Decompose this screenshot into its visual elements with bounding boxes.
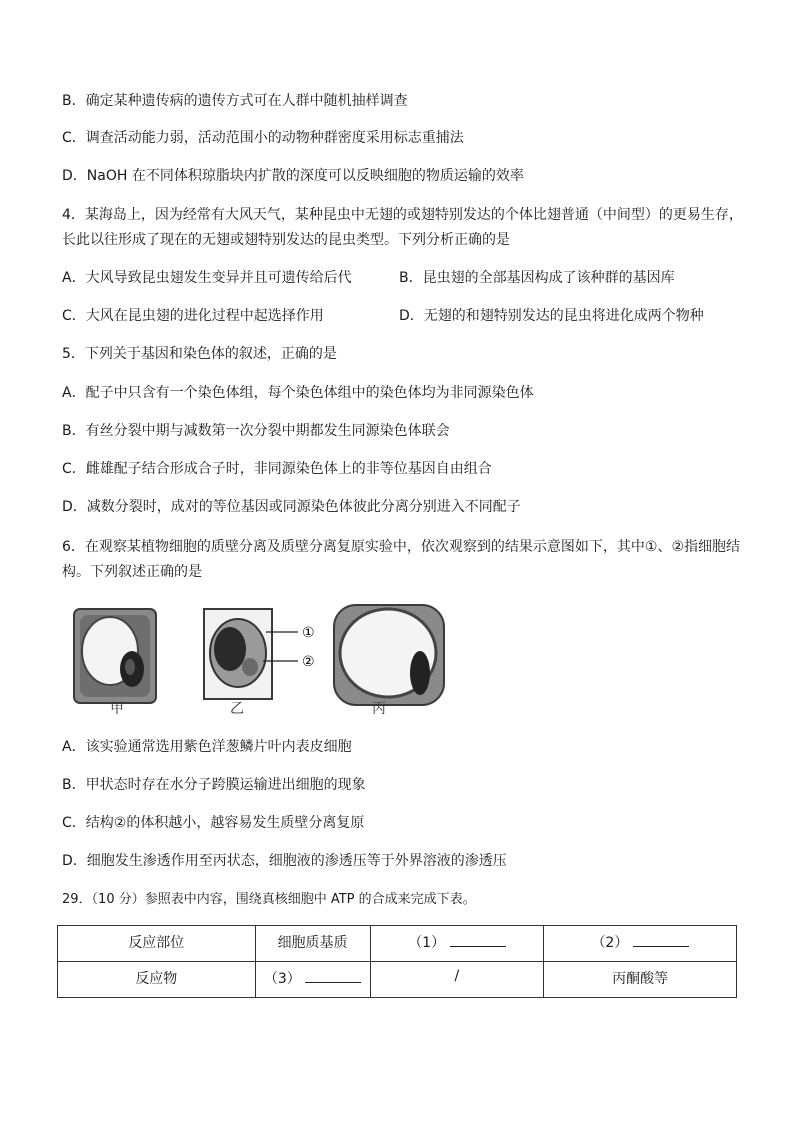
q4-stem-line1: 4．某海岛上，因为经常有大风天气，某种昆虫中无翅的或翅特别发达的个体比翅普通（中间型）的更易生存， bbox=[62, 207, 743, 223]
table-cell: 细胞质基质 bbox=[255, 926, 370, 962]
q4-option-a: A．大风导致昆虫翅发生变异并且可遗传给后代 bbox=[62, 270, 352, 286]
cell-bing bbox=[334, 605, 444, 705]
q6-stem-line2: 构。下列叙述正确的是 bbox=[62, 564, 202, 580]
table-row bbox=[58, 962, 737, 998]
table-row bbox=[58, 926, 737, 962]
q4-option-c: C．大风在昆虫翅的进化过程中起选择作用 bbox=[62, 308, 324, 324]
cell-jia bbox=[74, 609, 156, 703]
label-2: ② bbox=[302, 654, 315, 670]
table-cell: （2） bbox=[544, 926, 737, 962]
atp-table bbox=[57, 925, 737, 998]
label-1: ① bbox=[302, 625, 315, 641]
caption-bing: 丙 bbox=[372, 701, 386, 717]
table-cell: 反应部位 bbox=[58, 926, 256, 962]
q6-option-d: D．细胞发生渗透作用至丙状态，细胞液的渗透压等于外界溶液的渗透压 bbox=[62, 853, 507, 869]
caption-yi: 乙 bbox=[230, 701, 244, 717]
cell-diagrams bbox=[70, 603, 450, 721]
q4-option-d: D．无翅的和翅特别发达的昆虫将进化成两个物种 bbox=[399, 308, 704, 324]
q4-option-b: B．昆虫翅的全部基因构成了该种群的基因库 bbox=[399, 270, 675, 286]
answer-blank-2[interactable] bbox=[633, 932, 689, 947]
q6-option-b: B．甲状态时存在水分子跨膜运输进出细胞的现象 bbox=[62, 777, 366, 793]
q29-stem: 29．（10 分）参照表中内容，围绕真核细胞中 ATP 的合成来完成下表。 bbox=[62, 892, 476, 907]
q5-option-d: D．减数分裂时，成对的等位基因或同源染色体彼此分离分别进入不同配子 bbox=[62, 499, 521, 515]
q4-stem-line2: 长此以往形成了现在的无翅或翅特别发达的昆虫类型。下列分析正确的是 bbox=[62, 232, 510, 248]
q6-stem-line1: 6．在观察某植物细胞的质壁分离及质壁分离复原实验中，依次观察到的结果示意图如下，其中①、②指细胞结 bbox=[62, 539, 741, 555]
caption-jia: 甲 bbox=[110, 701, 124, 717]
q3-option-b: B．确定某种遗传病的遗传方式可在人群中随机抽样调查 bbox=[62, 93, 408, 109]
table-cell: （3） bbox=[255, 962, 370, 998]
cell-yi bbox=[204, 609, 298, 699]
cell-figure bbox=[70, 603, 450, 721]
table-cell: （1） bbox=[370, 926, 544, 962]
table-cell: 丙酮酸等 bbox=[544, 962, 737, 998]
q5-option-a: A．配子中只含有一个染色体组，每个染色体组中的染色体均为非同源染色体 bbox=[62, 385, 534, 401]
q3-option-c: C．调查活动能力弱，活动范围小的动物种群密度采用标志重捕法 bbox=[62, 130, 464, 146]
q5-option-c: C．雌雄配子结合形成合子时，非同源染色体上的非等位基因自由组合 bbox=[62, 461, 492, 477]
q5-option-b: B．有丝分裂中期与减数第一次分裂中期都发生同源染色体联会 bbox=[62, 423, 450, 439]
q6-option-a: A．该实验通常选用紫色洋葱鳞片叶内表皮细胞 bbox=[62, 739, 352, 755]
answer-blank-1[interactable] bbox=[450, 932, 506, 947]
answer-blank-3[interactable] bbox=[305, 968, 361, 983]
q5-stem: 5．下列关于基因和染色体的叙述，正确的是 bbox=[62, 346, 337, 362]
q6-option-c: C．结构②的体积越小，越容易发生质壁分离复原 bbox=[62, 815, 365, 831]
table-cell: 反应物 bbox=[58, 962, 256, 998]
q3-option-d: D．NaOH 在不同体积琼脂块内扩散的深度可以反映细胞的物质运输的效率 bbox=[62, 168, 524, 184]
table-cell: / bbox=[370, 962, 544, 998]
